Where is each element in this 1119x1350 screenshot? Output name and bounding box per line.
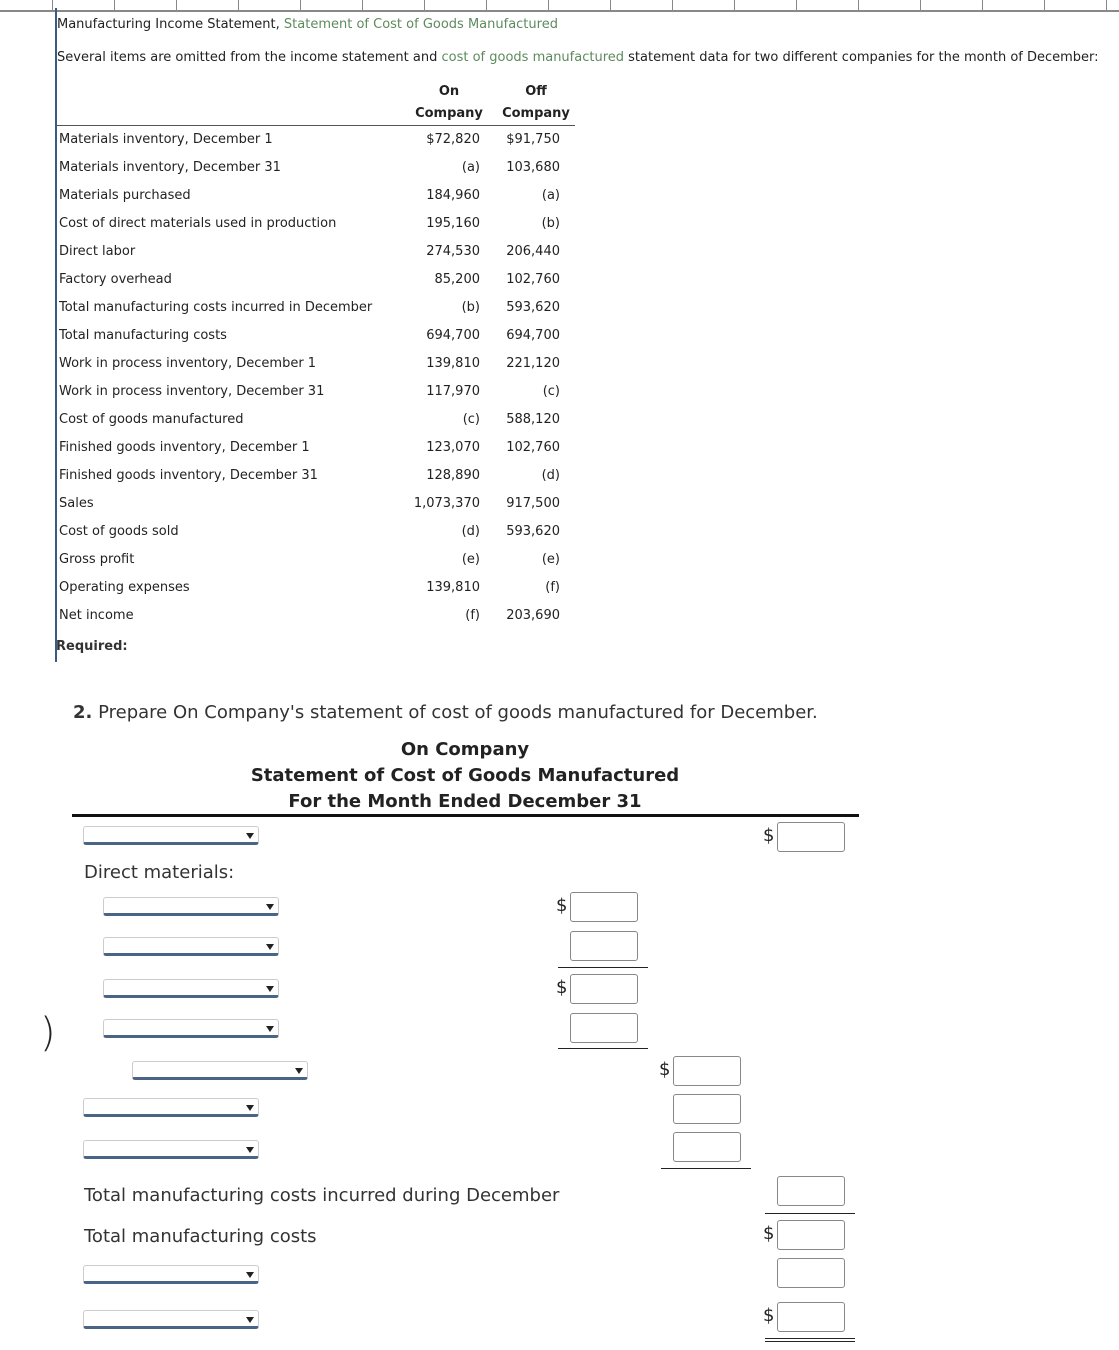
amount-input-7[interactable] bbox=[673, 1094, 741, 1124]
dollar-sign: $ bbox=[763, 1223, 775, 1244]
amount-input-6[interactable] bbox=[673, 1056, 741, 1086]
on-company-value: 139,810 bbox=[426, 356, 480, 371]
table-row bbox=[59, 294, 579, 322]
row-label: Total manufacturing costs incurred in December bbox=[59, 300, 373, 315]
col-off-line1: Off bbox=[525, 84, 547, 99]
row-label: Direct labor bbox=[59, 244, 136, 259]
on-company-value: 123,070 bbox=[426, 440, 480, 455]
ruler-tick bbox=[176, 0, 177, 10]
dollar-sign: $ bbox=[763, 1305, 775, 1326]
title-text: Manufacturing Income Statement, bbox=[57, 17, 284, 32]
dollar-sign: $ bbox=[763, 825, 775, 846]
row-label: Factory overhead bbox=[59, 272, 172, 287]
amount-input-10[interactable] bbox=[777, 1220, 845, 1250]
on-company-value: 139,810 bbox=[426, 580, 480, 595]
on-company-value: 85,200 bbox=[434, 272, 480, 287]
table-row bbox=[59, 434, 579, 462]
total-costs-label: Total manufacturing costs bbox=[84, 1226, 317, 1247]
on-company-value: (a) bbox=[461, 160, 480, 175]
table-row bbox=[59, 490, 579, 518]
account-dropdown-10[interactable] bbox=[83, 1310, 259, 1329]
off-company-value: 917,500 bbox=[506, 496, 560, 511]
table-row bbox=[59, 210, 579, 238]
off-company-value: 206,440 bbox=[506, 244, 560, 259]
required-label: Required: bbox=[56, 639, 128, 654]
intro-link[interactable]: cost of goods manufactured bbox=[441, 50, 625, 65]
on-company-value: (c) bbox=[462, 412, 480, 427]
col-on-line2: Company bbox=[415, 106, 483, 121]
row-label: Gross profit bbox=[59, 552, 135, 567]
account-dropdown-1[interactable] bbox=[83, 826, 259, 845]
amount-input-4[interactable] bbox=[570, 974, 638, 1004]
row-label: Operating expenses bbox=[59, 580, 190, 595]
ruler-tick bbox=[920, 0, 921, 10]
ruler-tick bbox=[548, 0, 549, 10]
off-company-value: 102,760 bbox=[506, 272, 560, 287]
off-company-value: (f) bbox=[545, 580, 560, 595]
on-company-value: 128,890 bbox=[426, 468, 480, 483]
row-label: Net income bbox=[59, 608, 134, 623]
off-company-value: 593,620 bbox=[506, 300, 560, 315]
ruler-tick bbox=[362, 0, 363, 10]
ruler-tick bbox=[796, 0, 797, 10]
amount-input-9[interactable] bbox=[777, 1176, 845, 1206]
total-rule bbox=[558, 967, 648, 968]
table-row bbox=[59, 238, 579, 266]
account-dropdown-8[interactable] bbox=[83, 1140, 259, 1159]
table-row bbox=[59, 154, 579, 182]
statement-period: For the Month Ended December 31 bbox=[288, 791, 642, 812]
on-company-value: $72,820 bbox=[426, 132, 480, 147]
account-dropdown-4[interactable] bbox=[103, 979, 279, 998]
top-ruler bbox=[0, 0, 1119, 12]
row-label: Finished goods inventory, December 31 bbox=[59, 468, 318, 483]
amount-input-3[interactable] bbox=[570, 931, 638, 961]
on-company-value: (d) bbox=[461, 524, 480, 539]
total-rule bbox=[558, 1048, 648, 1049]
col-header-off bbox=[500, 81, 572, 125]
ruler-tick bbox=[982, 0, 983, 10]
row-label: Materials inventory, December 1 bbox=[59, 132, 273, 147]
col-header-on bbox=[414, 81, 484, 125]
account-dropdown-7[interactable] bbox=[83, 1098, 259, 1117]
dollar-sign: $ bbox=[556, 977, 568, 998]
paren-mark: ) bbox=[40, 1010, 56, 1056]
dollar-sign: $ bbox=[556, 895, 568, 916]
row-label: Cost of direct materials used in production bbox=[59, 216, 337, 231]
on-company-value: 1,073,370 bbox=[413, 496, 480, 511]
row-label: Total manufacturing costs bbox=[59, 328, 227, 343]
ruler-tick bbox=[52, 0, 53, 10]
statement-header-rule bbox=[72, 814, 859, 817]
intro-post: statement data for two different companies for the month of December: bbox=[624, 50, 1099, 65]
ruler-tick bbox=[610, 0, 611, 10]
table-row bbox=[59, 322, 579, 350]
off-company-value: (d) bbox=[541, 468, 560, 483]
statement-company: On Company bbox=[400, 739, 530, 760]
col-on-line1: On bbox=[438, 84, 460, 99]
on-company-value: 694,700 bbox=[426, 328, 480, 343]
on-company-value: 184,960 bbox=[426, 188, 480, 203]
ruler-tick bbox=[1106, 0, 1107, 10]
row-label: Work in process inventory, December 31 bbox=[59, 384, 325, 399]
on-company-value: (e) bbox=[461, 552, 480, 567]
table-row bbox=[59, 350, 579, 378]
direct-materials-label: Direct materials: bbox=[84, 862, 235, 883]
account-dropdown-9[interactable] bbox=[83, 1265, 259, 1284]
row-label: Finished goods inventory, December 1 bbox=[59, 440, 310, 455]
on-company-value: (f) bbox=[465, 608, 480, 623]
row-label: Cost of goods manufactured bbox=[59, 412, 244, 427]
off-company-value: 102,760 bbox=[506, 440, 560, 455]
table-row bbox=[59, 126, 579, 154]
total-rule bbox=[765, 1213, 855, 1214]
row-label: Materials purchased bbox=[59, 188, 191, 203]
ruler-tick bbox=[1044, 0, 1045, 10]
account-dropdown-3[interactable] bbox=[103, 937, 279, 956]
amount-input-1[interactable] bbox=[777, 822, 845, 852]
ruler-tick bbox=[424, 0, 425, 10]
amount-input-8[interactable] bbox=[673, 1132, 741, 1162]
off-company-value: 203,690 bbox=[506, 608, 560, 623]
total-rule bbox=[765, 1338, 855, 1339]
dollar-sign: $ bbox=[659, 1059, 671, 1080]
off-company-value: (e) bbox=[541, 552, 560, 567]
off-company-value: (c) bbox=[542, 384, 560, 399]
on-company-value: 274,530 bbox=[426, 244, 480, 259]
total-rule bbox=[765, 1341, 855, 1342]
off-company-value: 221,120 bbox=[506, 356, 560, 371]
ruler-tick bbox=[486, 0, 487, 10]
off-company-value: (b) bbox=[541, 216, 560, 231]
ruler-tick bbox=[238, 0, 239, 10]
amount-input-12[interactable] bbox=[777, 1302, 845, 1332]
off-company-value: $91,750 bbox=[506, 132, 560, 147]
intro-text bbox=[57, 50, 1099, 65]
account-dropdown-2[interactable] bbox=[103, 897, 279, 916]
col-off-line2: Company bbox=[502, 106, 570, 121]
total-incurred-label: Total manufacturing costs incurred during December bbox=[84, 1185, 560, 1206]
amount-input-11[interactable] bbox=[777, 1258, 845, 1288]
ruler-tick bbox=[734, 0, 735, 10]
table-row bbox=[59, 266, 579, 294]
ruler-tick bbox=[114, 0, 115, 10]
table-row bbox=[59, 602, 579, 630]
page-title bbox=[57, 17, 558, 32]
off-company-value: 103,680 bbox=[506, 160, 560, 175]
row-label: Sales bbox=[59, 496, 94, 511]
total-rule bbox=[661, 1168, 751, 1169]
question-number: 2. bbox=[73, 702, 93, 723]
account-dropdown-6[interactable] bbox=[132, 1061, 308, 1080]
amount-input-5[interactable] bbox=[570, 1013, 638, 1043]
table-row bbox=[59, 406, 579, 434]
off-company-value: 694,700 bbox=[506, 328, 560, 343]
question-body: Prepare On Company's statement of cost of goods manufactured for December. bbox=[92, 702, 818, 723]
content-frame-border bbox=[55, 8, 57, 662]
row-label: Materials inventory, December 31 bbox=[59, 160, 281, 175]
off-company-value: 593,620 bbox=[506, 524, 560, 539]
ruler-tick bbox=[672, 0, 673, 10]
table-row bbox=[59, 462, 579, 490]
on-company-value: 195,160 bbox=[426, 216, 480, 231]
table-row bbox=[59, 378, 579, 406]
off-company-value: 588,120 bbox=[506, 412, 560, 427]
ruler-tick bbox=[300, 0, 301, 10]
on-company-value: (b) bbox=[461, 300, 480, 315]
row-label: Cost of goods sold bbox=[59, 524, 179, 539]
off-company-value: (a) bbox=[541, 188, 560, 203]
statement-title: Statement of Cost of Goods Manufactured bbox=[250, 765, 680, 786]
amount-input-2[interactable] bbox=[570, 892, 638, 922]
table-row bbox=[59, 182, 579, 210]
table-row bbox=[59, 574, 579, 602]
ruler-tick bbox=[858, 0, 859, 10]
account-dropdown-5[interactable] bbox=[103, 1019, 279, 1038]
table-row bbox=[59, 546, 579, 574]
intro-pre: Several items are omitted from the income statement and bbox=[57, 50, 442, 65]
title-link[interactable]: Statement of Cost of Goods Manufactured bbox=[283, 17, 558, 32]
row-label: Work in process inventory, December 1 bbox=[59, 356, 317, 371]
table-row bbox=[59, 518, 579, 546]
on-company-value: 117,970 bbox=[426, 384, 480, 399]
question-text bbox=[73, 702, 818, 723]
